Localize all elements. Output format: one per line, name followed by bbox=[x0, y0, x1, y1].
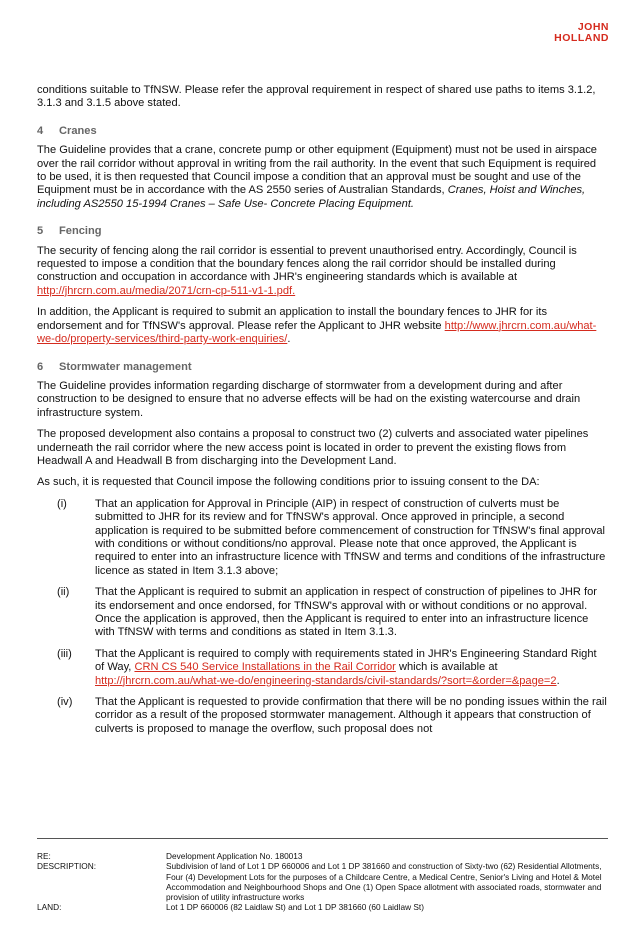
third-party-work-link[interactable]: http://www.jhrcrn.com.au/what-we-do/property-services/third-party-work-enquiries/ bbox=[37, 319, 597, 346]
footer-value: Development Application No. 180013 bbox=[166, 851, 303, 861]
footer-label: LAND: bbox=[37, 902, 62, 913]
condition-item bbox=[37, 586, 608, 640]
section-number: 5 bbox=[37, 225, 44, 238]
condition-item bbox=[37, 498, 608, 578]
footer-label: DESCRIPTION: bbox=[37, 861, 97, 872]
cranes-paragraph bbox=[37, 144, 608, 211]
item-text: That the Applicant is requested to provide confirmation that there will be no ponding issues within the rail corridor as a result of the proposed stormwater management. Although it appears that construction of culverts is proposed to manage the overflow, such proposal does not bbox=[95, 696, 607, 735]
item-text bbox=[95, 648, 608, 688]
section-heading-fencing bbox=[37, 225, 608, 238]
section-heading-stormwater bbox=[37, 361, 608, 374]
civil-standards-link[interactable]: http://jhrcrn.com.au/what-we-do/engineering-standards/civil-standards/?sort=&order=&page=2 bbox=[95, 674, 557, 687]
section-title: Fencing bbox=[59, 225, 102, 238]
section-title: Stormwater management bbox=[59, 360, 192, 373]
section-title: Cranes bbox=[59, 124, 97, 137]
item-text-c: . bbox=[556, 674, 560, 687]
stormwater-paragraph-3: As such, it is requested that Council impose the following conditions prior to issuing consent to the DA: bbox=[37, 476, 540, 489]
logo-line-holland: HOLLAND bbox=[554, 32, 609, 44]
fencing-text-2: In addition, the Applicant is required to submit an application to install the boundary fences to JHR for its endorsement and for TfNSW's approval. Please refer the Applicant to JHR website bbox=[37, 306, 547, 332]
document-body bbox=[37, 84, 608, 744]
fencing-paragraph-2 bbox=[37, 306, 608, 346]
item-numeral: (iii) bbox=[57, 647, 72, 660]
item-numeral: (ii) bbox=[57, 586, 70, 599]
section-number: 4 bbox=[37, 124, 44, 137]
item-text: That the Applicant is required to submit an application in respect of construction of pipelines to JHR for its endorsement and once endorsed, for TfNSW's approval with or without conditions or no approval. Once the application is approved, then the Applicant is required to enter into an infrastructure licence with TfNSW with terms and conditions as stated in Item 3.1.3. bbox=[95, 586, 597, 639]
crn-cs-540-link[interactable]: CRN CS 540 Service Installations in the Rail Corridor bbox=[134, 661, 396, 674]
footer-row-land bbox=[37, 902, 608, 912]
item-text-b: which is available at bbox=[395, 661, 498, 674]
logo-line-john: JOHN bbox=[577, 21, 609, 33]
section-number: 6 bbox=[37, 360, 44, 373]
footer-value: Subdivision of land of Lot 1 DP 660006 and Lot 1 DP 381660 and construction of Sixty-two (62) Residential Allotments, Four (4) Development Lots for the purposes of a Childcare Centre, a Medical Centre, Senior's Living and Hotel & Motel Accommodation and Neighbourhood Shops and One (1) Open Space allotment with associated roads, stormwater and provision of utility infrastructure works bbox=[166, 861, 602, 903]
footer-divider bbox=[37, 838, 608, 839]
period: . bbox=[287, 333, 291, 346]
footer-label: RE: bbox=[37, 851, 51, 861]
page-footer bbox=[37, 851, 608, 913]
intro-paragraph: conditions suitable to TfNSW. Please refer the approval requirement in respect of shared use paths to items 3.1.2, 3.1.3 and 3.1.5 above stated. bbox=[37, 84, 596, 110]
stormwater-paragraph-2: The proposed development also contains a proposal to construct two (2) culverts and associated water pipelines underneath the rail corridor where the new access point is located in order to prevent the existing flows from Headwall A and Headwall B from discharging into the Development Land. bbox=[37, 428, 589, 467]
item-text-a: That the Applicant is required to comply with requirements stated in JHR's Engineering Standard Right of Way, bbox=[95, 647, 597, 674]
condition-item bbox=[37, 648, 608, 688]
stormwater-paragraph-1: The Guideline provides information regarding discharge of stormwater from a development during and after construction to be designed to ensure that no adverse effects will be had on the existing watercourse and drain infrastructure system. bbox=[37, 379, 581, 419]
footer-row-description bbox=[37, 861, 608, 902]
condition-item bbox=[37, 696, 608, 736]
cranes-standard-title: Cranes, Hoist and Winches, including AS2550 15-1994 Cranes – Safe Use- Concrete Placing Equipment. bbox=[37, 184, 586, 210]
john-holland-logo bbox=[554, 22, 609, 44]
section-heading-cranes bbox=[37, 125, 608, 138]
footer-value: Lot 1 DP 660006 (82 Laidlaw St) and Lot 1 DP 381660 (60 Laidlaw St) bbox=[166, 902, 424, 913]
item-text: That an application for Approval in Principle (AIP) in respect of construction of culverts must be submitted to JHR for its review and for TfNSW's approval. Once approved in principle, a second application is required to be submitted before commencement of construction for TfNSW's final approval with conditions or without conditions/no approval. Please note that once approved, the Applicant is required to enter into an infrastructure licence with TfNSW and terms and conditions of the infrastructure licence as stated in Item 3.1.3 above; bbox=[95, 497, 606, 577]
fencing-standard-link[interactable]: http://jhrcrn.com.au/media/2071/crn-cp-511-v1-1.pdf. bbox=[37, 284, 296, 297]
footer-row-re bbox=[37, 851, 608, 861]
cranes-text: The Guideline provides that a crane, concrete pump or other equipment (Equipment) must not be used in airspace over the rail corridor without approval in writing from the rail authority. In the event that such Equipment is required to be used, it is then requested that Council impose a condition that an approval must be sought and use of the Equipment must be in accordance with the AS 2550 series of Australian Standards, bbox=[37, 144, 597, 197]
item-numeral: (i) bbox=[57, 497, 67, 510]
fencing-paragraph-1 bbox=[37, 245, 608, 299]
item-numeral: (iv) bbox=[57, 696, 73, 709]
fencing-text-1: The security of fencing along the rail corridor is essential to prevent unauthorised entry. Accordingly, Council is requested to impose a condition that the boundary fences along the rail corridor should be installed during construction and occupation in accordance with JHR's engineering standards which is available at bbox=[37, 244, 577, 284]
